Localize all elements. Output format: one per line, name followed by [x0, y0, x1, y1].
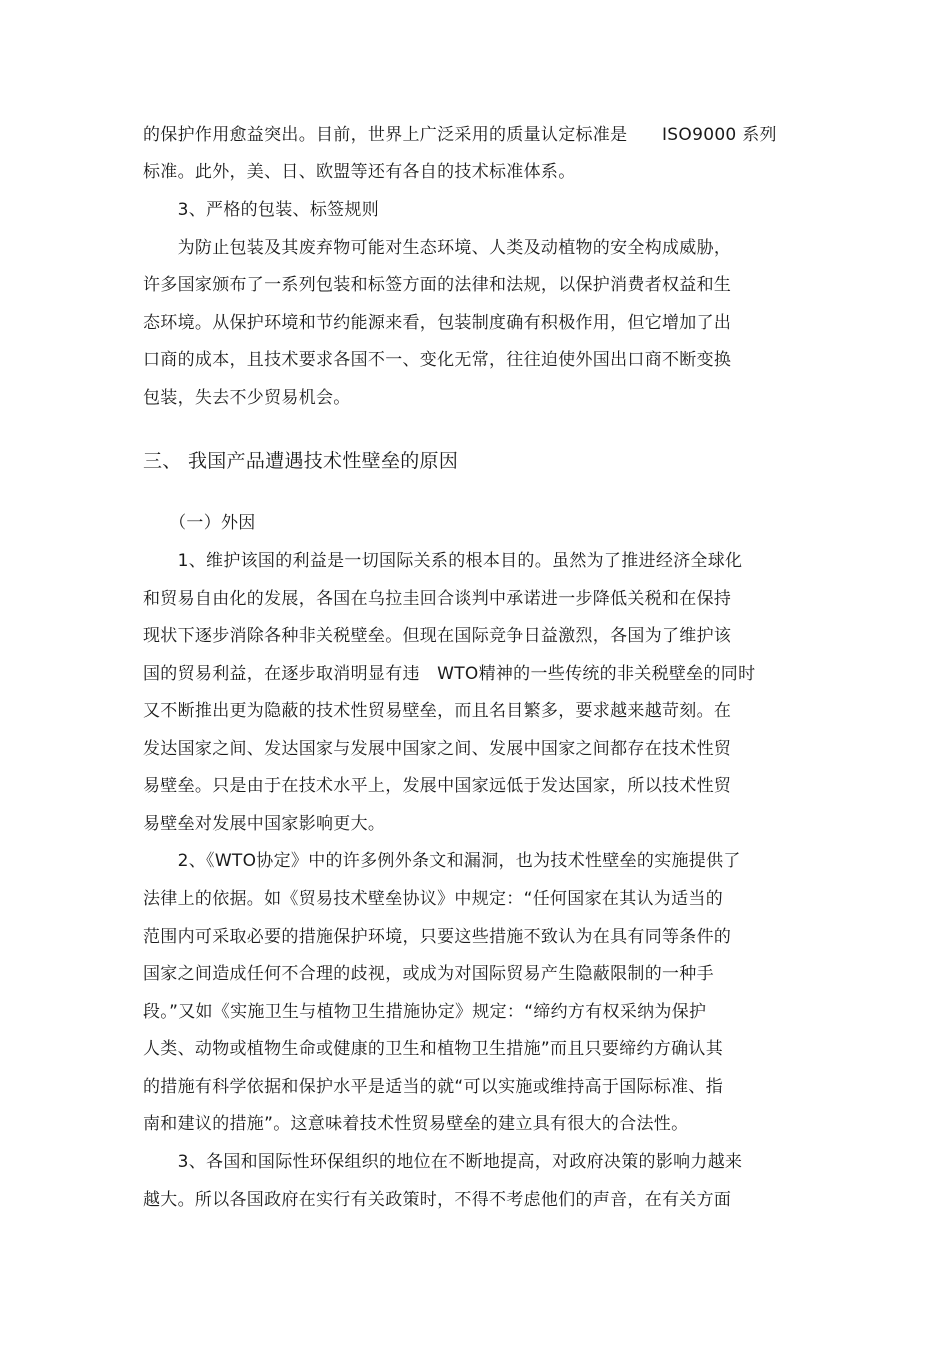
- text-line: 发达国家之间、发达国家与发展中国家之间、发展中国家之间都存在技术性贸: [143, 739, 732, 759]
- text-line: 易壁垒对发展中国家影响更大。: [143, 814, 386, 834]
- text-line: 段。”又如《实施卫生与植物卫生措施协定》规定：“缔约方有权采纳为保护: [143, 1002, 707, 1022]
- section-heading: 3、严格的包装、标签规则: [143, 200, 380, 220]
- text-line: 又不断推出更为隐蔽的技术性贸易壁垒，而且名目繁多，要求越来越苛刻。在: [143, 701, 732, 721]
- text-line: 态环境。从保护环境和节约能源来看，包装制度确有积极作用，但它增加了出: [143, 313, 732, 333]
- text-line: 法律上的依据。如《贸易技术壁垒协议》中规定：“任何国家在其认为适当的: [143, 889, 724, 909]
- text-line: 国的贸易利益，在逐步取消明显有违 WTO精神的一些传统的非关税壁垒的同时: [143, 664, 756, 684]
- text-line: 和贸易自由化的发展，各国在乌拉圭回合谈判中承诺进一步降低关税和在保持: [143, 589, 732, 609]
- text-line: 包装，失去不少贸易机会。: [143, 388, 351, 408]
- text-line: 越大。所以各国政府在实行有关政策时，不得不考虑他们的声音，在有关方面: [143, 1190, 732, 1210]
- text-line: 许多国家颁布了一系列包装和标签方面的法律和法规，以保护消费者权益和生: [143, 275, 732, 295]
- text-line: 为防止包装及其废弃物可能对生态环境、人类及动植物的安全构成威胁，: [143, 238, 732, 258]
- text-line: 3、各国和国际性环保组织的地位在不断地提高，对政府决策的影响力越来: [143, 1152, 743, 1172]
- subsection-heading: （一）外因: [143, 513, 256, 533]
- text-line: 现状下逐步消除各种非关税壁垒。但现在国际竞争日益激烈，各国为了维护该: [143, 626, 732, 646]
- text-line: 人类、动物或植物生命或健康的卫生和植物卫生措施”而且只要缔约方确认其: [143, 1039, 724, 1059]
- text-line: 标准。此外，美、日、欧盟等还有各自的技术标准体系。: [143, 162, 576, 182]
- text-line: 1、维护该国的利益是一切国际关系的根本目的。虽然为了推进经济全球化: [143, 551, 743, 571]
- text-line: 2、《WTO协定》中的许多例外条文和漏洞，也为技术性壁垒的实施提供了: [143, 851, 741, 871]
- text-line: 口商的成本，且技术要求各国不一、变化无常，往往迫使外国出口商不断变换: [143, 350, 732, 370]
- text-line: 南和建议的措施”。这意味着技术性贸易壁垒的建立具有很大的合法性。: [143, 1114, 689, 1134]
- text-line: 易壁垒。只是由于在技术水平上，发展中国家远低于发达国家，所以技术性贸: [143, 776, 732, 796]
- text-line: 范围内可采取必要的措施保护环境，只要这些措施不致认为在具有同等条件的: [143, 927, 732, 947]
- chapter-heading: 三、 我国产品遭遇技术性壁垒的原因: [143, 450, 459, 472]
- text-line: 的保护作用愈益突出。目前，世界上广泛采用的质量认定标准是 ISO9000 系列: [143, 125, 777, 145]
- text-line: 的措施有科学依据和保护水平是适当的就“可以实施或维持高于国际标准、指: [143, 1077, 724, 1097]
- text-line: 国家之间造成任何不合理的歧视，或成为对国际贸易产生隐蔽限制的一种手: [143, 964, 714, 984]
